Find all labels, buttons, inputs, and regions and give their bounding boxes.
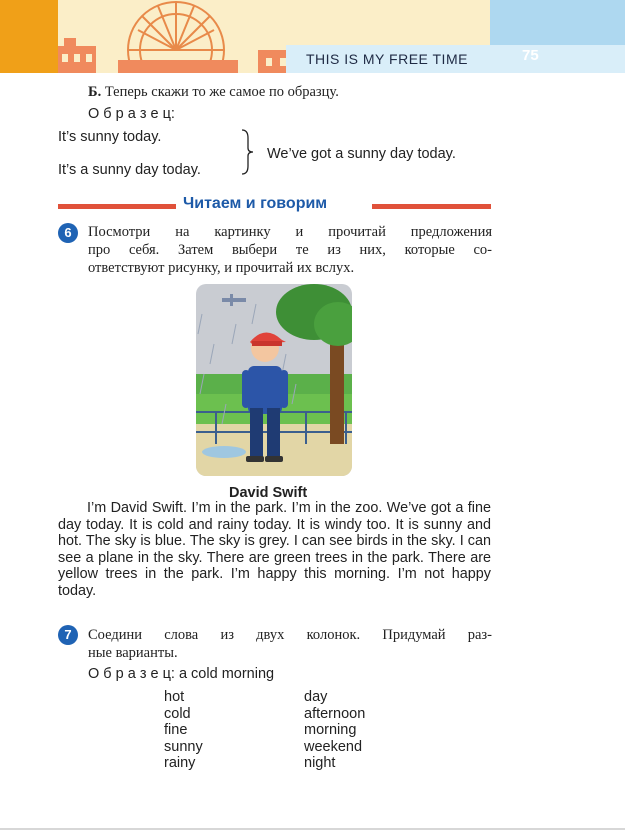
word-column-1 <box>164 689 203 772</box>
page-number: 75 <box>522 47 539 64</box>
exercise-6-instruction-line: про себя. Затем выбери те из них, которые со- <box>88 242 492 258</box>
exercise-7-instruction-line: Соедини слова из двух колонок. Придумай раз- <box>88 627 492 643</box>
column-2-word: morning <box>304 722 357 738</box>
exercise-7-badge: 7 <box>58 625 78 645</box>
exercise-6-paragraph: I’m David Swift. I’m in the park. I’m in the zoo. We’ve got a fine day today. It is cold and rainy today. It is windy too. It is sunny and hot. The sky is blue. The sky is grey. I can see birds in the sky. I can see a plane in the sky. There are green trees in the park. There are yellow trees in the park. I’m happy this morning. I’m not happy today. <box>58 500 491 599</box>
exercise-b-result: We’ve got a sunny day today. <box>267 146 456 162</box>
exercise-6-badge: 6 <box>58 223 78 243</box>
exercise-b-instruction-text: Теперь скажи то же самое по образцу. <box>104 84 339 100</box>
page-header <box>0 0 625 73</box>
column-2-word: weekend <box>304 738 363 755</box>
chapter-title: THIS IS MY FREE TIME <box>306 51 468 67</box>
column-1-word: hot <box>164 689 185 705</box>
section-divider-right <box>372 204 491 209</box>
exercise-6-instruction-line: Посмотри на картинку и прочитай предложения <box>88 224 492 240</box>
column-2-word: night <box>304 755 336 771</box>
column-1-word: fine <box>164 722 188 738</box>
exercise-6-instruction <box>88 223 492 277</box>
column-1-word: cold <box>164 705 191 722</box>
exercise-6-text <box>58 500 491 599</box>
exercise-7-instruction <box>88 626 492 662</box>
exercise-b-sample-label: О б р а з е ц: <box>88 106 175 122</box>
illustration-caption: David Swift <box>229 485 308 501</box>
david-swift-illustration <box>196 284 352 476</box>
exercise-b-line-2: It’s a sunny day today. <box>58 162 201 178</box>
exercise-7-sample <box>88 666 274 682</box>
exercise-b-line-1: It’s sunny today. <box>58 129 162 145</box>
page-bottom-edge <box>0 828 625 830</box>
column-2-word: afternoon <box>304 705 366 722</box>
exercise-b-instruction <box>88 84 339 101</box>
word-column-2 <box>304 689 365 772</box>
section-divider-left <box>58 204 176 209</box>
ferris-wheel-illustration <box>58 0 298 73</box>
exercise-7-instruction-line: ные варианты. <box>88 645 178 661</box>
curly-brace-icon <box>240 128 256 176</box>
exercise-7-sample-text: a cold morning <box>178 666 275 682</box>
exercise-6-instruction-line: ответствуют рисунку, и прочитай их вслух. <box>88 260 355 276</box>
header-orange-strip <box>0 0 58 73</box>
exercise-b-label: Б. <box>88 84 102 100</box>
column-2-word: day <box>304 689 328 705</box>
section-title: Читаем и говорим <box>183 195 328 212</box>
column-1-word: sunny <box>164 738 203 755</box>
column-1-word: rainy <box>164 755 196 771</box>
exercise-7-sample-label: О б р а з е ц: <box>88 666 175 682</box>
